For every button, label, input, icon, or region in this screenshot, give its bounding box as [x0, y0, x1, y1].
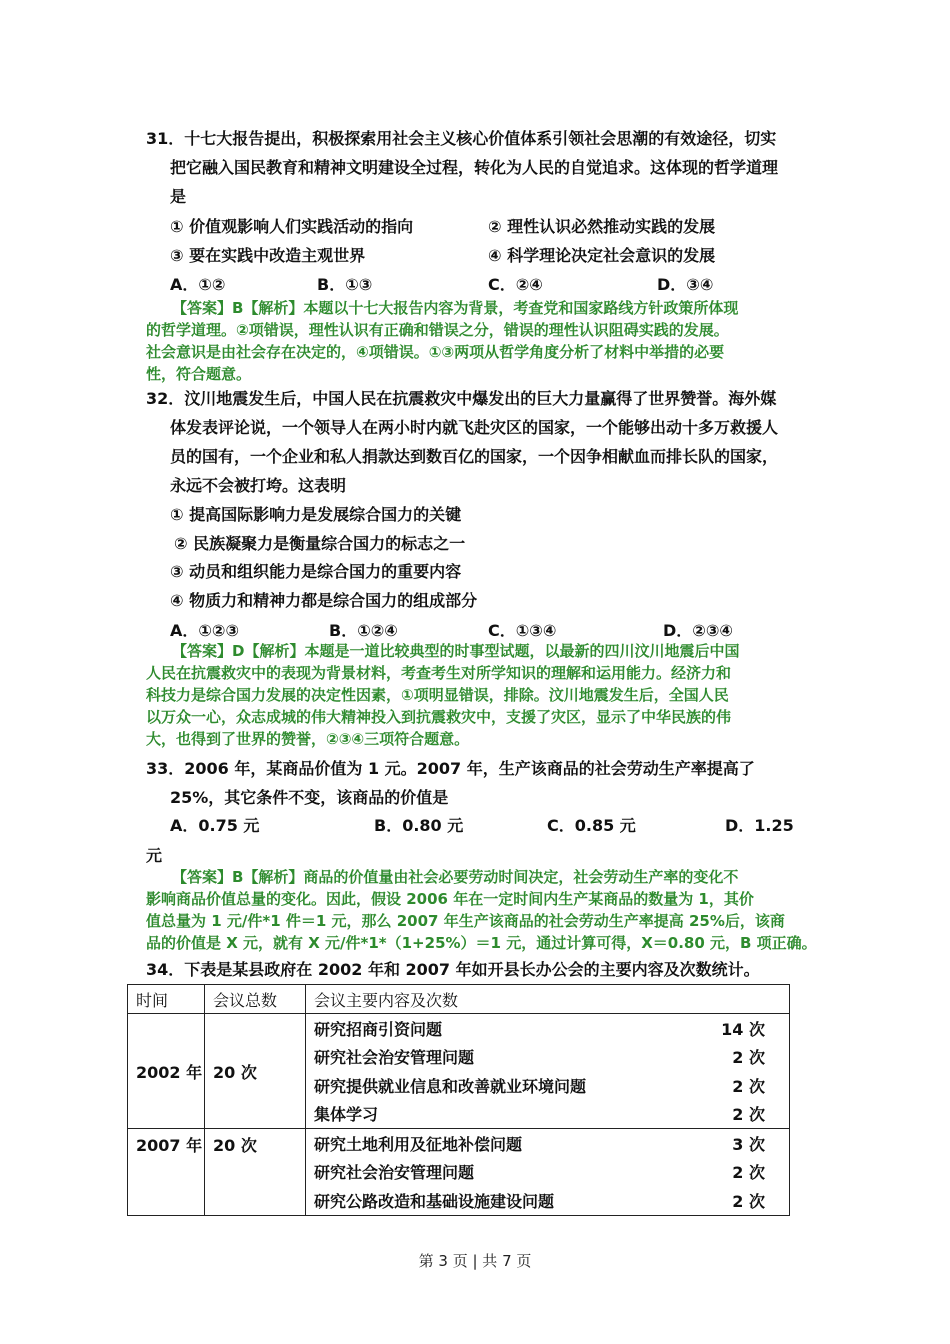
q31-option: C．②④	[488, 275, 543, 294]
answer-line: 以万众一心，众志成城的伟大精神投入到抗震救灾中，支援了灾区，显示了中华民族的伟	[146, 708, 732, 726]
table-header: 会议总数	[205, 985, 306, 1014]
q31-item: ③ 要在实践中改造主观世界	[170, 246, 366, 265]
question-31-line: 31．十七大报告提出，积极探索用社会主义核心价值体系引领社会思潮的有效途径，切实	[146, 129, 777, 148]
q33-answer	[146, 866, 826, 954]
topic-name: 集体学习	[314, 1105, 379, 1125]
topic-name: 研究公路改造和基础设施建设问题	[314, 1191, 555, 1211]
answer-line: 社会意识是由社会存在决定的，④项错误。①③两项从哲学角度分析了材料中举措的必要	[146, 343, 725, 361]
question-34-stem: 34．下表是某县政府在 2002 年和 2007 年如开县长办公会的主要内容及次数统计。	[146, 960, 760, 979]
topic-name: 研究社会治安管理问题	[314, 1163, 475, 1183]
q32-item: ④ 物质力和精神力都是综合国力的组成部分	[170, 591, 478, 610]
question-33-line: 33．2006 年，某商品价值为 1 元。2007 年，生产该商品的社会劳动生产率提高了	[146, 759, 755, 778]
year-cell: 2007 年	[128, 1129, 205, 1216]
table-row	[128, 1014, 790, 1129]
topic-row	[306, 1100, 789, 1129]
topic-count: 2 次	[732, 1076, 765, 1096]
answer-line: 的哲学道理。②项错误，理性认识有正确和错误之分，错误的理性认识阻碍实践的发展。	[146, 321, 729, 339]
answer-line: 大，也得到了世界的赞誉，②③④三项符合题意。	[146, 730, 470, 748]
q33-option: D．1.25	[725, 816, 794, 835]
q31-option: D．③④	[657, 275, 714, 294]
q33-option: C．0.85 元	[547, 816, 636, 835]
topic-row	[306, 1043, 789, 1072]
answer-line: 【答案】B【解析】商品的价值量由社会必要劳动时间决定，社会劳动生产率的变化不	[172, 868, 739, 886]
table-header: 会议主要内容及次数	[306, 985, 790, 1014]
question-34	[146, 955, 806, 984]
topic-row	[306, 1071, 789, 1100]
topic-count: 3 次	[732, 1134, 765, 1154]
answer-line: 【答案】B【解析】本题以十七大报告内容为背景，考查党和国家路线方针政策所体现	[172, 299, 739, 317]
q32-item: ① 提高国际影响力是发展综合国力的关键	[170, 505, 462, 524]
question-32-line: 体发表评论说，一个领导人在两小时内就飞赴灾区的国家，一个能够出动十多万救援人	[170, 418, 779, 437]
topics-cell	[306, 1014, 790, 1129]
total-cell: 20 次	[205, 1129, 306, 1216]
meeting-stats-table	[127, 984, 790, 1216]
topics-cell	[306, 1129, 790, 1216]
question-31-line: 把它融入国民教育和精神文明建设全过程，转化为人民的自觉追求。这体现的哲学道理	[170, 158, 779, 177]
table-row	[128, 1129, 790, 1216]
page-footer: 第 3 页 | 共 7 页	[418, 1252, 532, 1270]
topic-name: 研究招商引资问题	[314, 1019, 443, 1039]
topic-row	[306, 1186, 789, 1215]
answer-line: 性，符合题意。	[146, 365, 252, 383]
q31-answer	[146, 297, 814, 385]
q33-option: A．0.75 元	[170, 816, 260, 835]
q31-item: ② 理性认识必然推动实践的发展	[488, 217, 716, 236]
topic-name: 研究土地利用及征地补偿问题	[314, 1134, 523, 1154]
q31-item: ④ 科学理论决定社会意识的发展	[488, 246, 716, 265]
answer-line: 人民在抗震救灾中的表现为背景材料，考查考生对所学知识的理解和运用能力。经济力和	[146, 664, 732, 682]
q31-option: B．①③	[317, 275, 373, 294]
question-32	[146, 384, 806, 500]
q32-option: B．①②④	[329, 621, 398, 640]
q32-option: C．①③④	[488, 621, 557, 640]
answer-line: 科技力是综合国力发展的决定性因素，①项明显错误，排除。汶川地震发生后，全国人民	[146, 686, 729, 704]
answer-line: 品的价值是 X 元，就有 X 元/件*1*（1+25%）＝1 元，通过计算可得，X＝0.80 元，B 项正确。	[146, 934, 817, 952]
q32-item: ③ 动员和组织能力是综合国力的重要内容	[170, 562, 462, 581]
question-33	[146, 754, 806, 812]
topic-row	[306, 1014, 789, 1043]
question-32-line: 32．汶川地震发生后，中国人民在抗震救灾中爆发出的巨大力量赢得了世界赞誉。海外媒	[146, 389, 777, 408]
year-cell: 2002 年	[128, 1014, 205, 1129]
table-header: 时间	[128, 985, 205, 1014]
total-cell: 20 次	[205, 1014, 306, 1129]
topic-row	[306, 1129, 789, 1158]
topic-row	[306, 1158, 789, 1187]
topic-count: 2 次	[732, 1048, 765, 1068]
q31-item: ① 价值观影响人们实践活动的指向	[170, 217, 414, 236]
topic-count: 2 次	[732, 1191, 765, 1211]
question-33-line: 25%，其它条件不变，该商品的价值是	[170, 788, 449, 807]
q32-option: A．①②③	[170, 621, 240, 640]
topic-count: 14 次	[721, 1019, 765, 1039]
answer-line: 值总量为 1 元/件*1 件＝1 元，那么 2007 年生产该商品的社会劳动生产率提高 25%后，该商	[146, 912, 785, 930]
question-32-line: 永远不会被打垮。这表明	[170, 476, 347, 495]
topic-count: 2 次	[732, 1163, 765, 1183]
topic-name: 研究提供就业信息和改善就业环境问题	[314, 1076, 587, 1096]
q33-option: B．0.80 元	[374, 816, 464, 835]
topic-count: 2 次	[732, 1105, 765, 1125]
question-32-line: 员的国有，一个企业和私人捐款达到数百亿的国家，一个因争相献血而排长队的国家，	[170, 447, 779, 466]
question-31-line: 是	[170, 187, 187, 206]
q31-option: A．①②	[170, 275, 226, 294]
q32-answer	[146, 640, 814, 750]
q32-option: D．②③④	[663, 621, 733, 640]
question-31	[146, 124, 806, 211]
q32-item: ② 民族凝聚力是衡量综合国力的标志之一	[174, 534, 466, 553]
q33-option-tail: 元	[146, 846, 163, 865]
answer-line: 影响商品价值总量的变化。因此，假设 2006 年在一定时间内生产某商品的数量为 1，其价	[146, 890, 754, 908]
topic-name: 研究社会治安管理问题	[314, 1048, 475, 1068]
answer-line: 【答案】D【解析】本题是一道比较典型的时事型试题，以最新的四川汶川地震后中国	[172, 642, 740, 660]
table-header-row	[128, 985, 790, 1014]
